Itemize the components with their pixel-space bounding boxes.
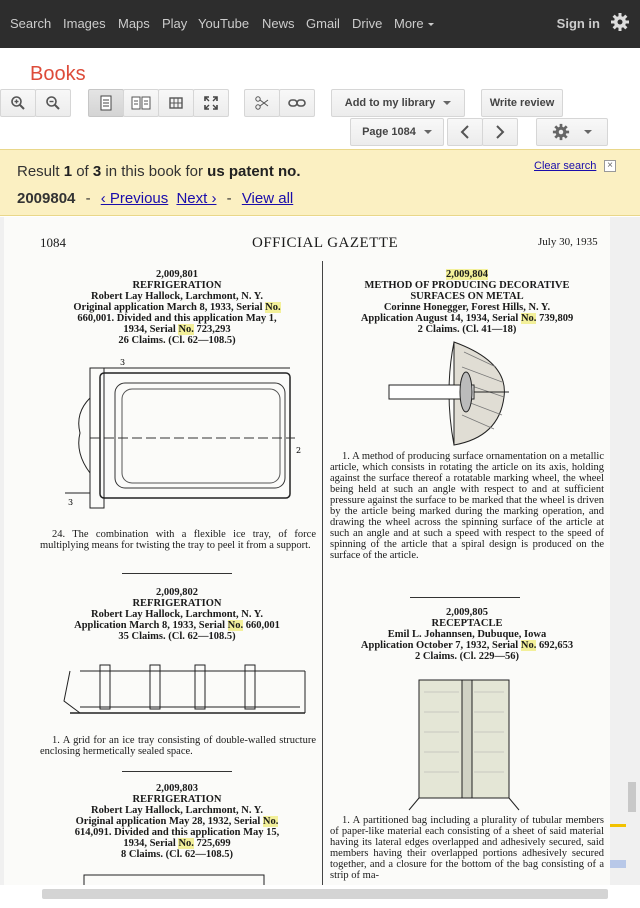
page-number: 1084 bbox=[40, 235, 66, 250]
patent-text-802: 1. A grid for an ice tray consisting of double-walled structure enclosing hermetically sealed space. bbox=[40, 735, 316, 757]
zoom-out-button[interactable] bbox=[35, 89, 71, 117]
marking-wheel-figure bbox=[384, 337, 514, 447]
nav-play[interactable]: Play bbox=[162, 16, 188, 31]
patent-application-3: 1934, Serial No. 725,699 bbox=[123, 838, 231, 849]
chevron-down-icon bbox=[428, 23, 434, 26]
patent-inventor: Corinne Honegger, Forest Hills, N. Y. bbox=[383, 302, 551, 313]
result-middle: in this book for bbox=[105, 163, 203, 180]
section-divider bbox=[122, 573, 232, 574]
patent-application-3: 1934, Serial No. 723,293 bbox=[123, 324, 231, 335]
grid-icon bbox=[168, 95, 184, 111]
section-divider bbox=[410, 597, 520, 598]
ice-tray-grid-figure bbox=[60, 651, 310, 721]
write-review-label: Write review bbox=[489, 97, 555, 109]
add-to-library-label: Add to my library bbox=[344, 97, 436, 109]
patent-claims: 2 Claims. (Cl. 229—56) bbox=[414, 651, 520, 662]
view-all-link[interactable]: View all bbox=[241, 190, 294, 207]
zoom-out-icon bbox=[45, 95, 61, 111]
partitioned-bag-figure bbox=[404, 672, 524, 812]
page-header-date: July 30, 1935 bbox=[538, 236, 598, 248]
book-page bbox=[4, 217, 610, 885]
page-select-dropdown[interactable] bbox=[350, 118, 444, 146]
patent-number: 2,009,802 bbox=[156, 587, 198, 598]
nav-youtube[interactable]: YouTube bbox=[198, 16, 250, 31]
viewport-marker[interactable] bbox=[610, 860, 626, 868]
clear-search-link[interactable]: Clear search bbox=[534, 160, 597, 172]
nav-maps[interactable]: Maps bbox=[118, 16, 150, 31]
patent-inventor: Robert Lay Hallock, Larchmont, N. Y. bbox=[91, 609, 263, 620]
result-query: us patent no. bbox=[207, 163, 301, 180]
patent-title: REFRIGERATION bbox=[132, 794, 222, 805]
patent-number: 2,009,804 bbox=[446, 269, 488, 280]
page-select-label: Page 1084 bbox=[362, 126, 416, 138]
link-button[interactable] bbox=[279, 89, 315, 117]
result-nav bbox=[17, 190, 293, 207]
patent-inventor: Emil L. Johannsen, Dubuque, Iowa bbox=[387, 629, 547, 640]
viewer-settings-button[interactable] bbox=[536, 118, 608, 146]
vertical-scrollbar-thumb[interactable] bbox=[628, 782, 636, 812]
link-icon bbox=[288, 96, 306, 110]
patent-claims: 26 Claims. (Cl. 62—108.5) bbox=[118, 335, 236, 346]
page-header-title: OFFICIAL GAZETTE bbox=[252, 235, 399, 251]
nav-gmail[interactable]: Gmail bbox=[306, 16, 340, 31]
zoom-in-icon bbox=[10, 95, 26, 111]
svg-text:3: 3 bbox=[120, 358, 126, 367]
result-dash: - bbox=[226, 190, 232, 207]
close-icon[interactable]: × bbox=[604, 160, 616, 172]
patent-header-802 bbox=[38, 587, 316, 642]
chevron-right-icon bbox=[495, 125, 505, 139]
patent-header-804 bbox=[330, 269, 604, 335]
patent-application: Application October 7, 1932, Serial No. 692,653 bbox=[360, 640, 574, 651]
patent-number: 2,009,803 bbox=[156, 783, 198, 794]
patent-claims: 8 Claims. (Cl. 62—108.5) bbox=[121, 849, 233, 860]
clip-button[interactable] bbox=[244, 89, 280, 117]
sign-in-link[interactable]: Sign in bbox=[556, 16, 600, 31]
result-of: of bbox=[76, 163, 89, 180]
patent-application-2: 660,001. Divided and this application May 1, bbox=[77, 313, 277, 324]
search-hit-marker[interactable] bbox=[610, 824, 626, 827]
patent-number: 2,009,805 bbox=[446, 607, 488, 618]
patent-application: Original application May 28, 1932, Serial No. bbox=[75, 816, 279, 827]
ice-tray-figure bbox=[60, 353, 310, 513]
zoom-in-button[interactable] bbox=[0, 89, 36, 117]
chevron-down-icon bbox=[443, 101, 451, 105]
previous-result-link[interactable]: ‹ Previous bbox=[100, 190, 169, 207]
result-total: 3 bbox=[92, 163, 102, 180]
patent-text-805: 1. A partitioned bag including a plurality of tubular members of paper-like material each consisting of a sheet of said material having its lateral edges overlapped and adhesively secured, said members having their overlapped portions adhesively secured together, and a closure for the bottom of the bag consisting of a strip of ma- bbox=[330, 815, 604, 881]
nav-more-label: More bbox=[394, 16, 424, 31]
books-logo[interactable]: Books bbox=[30, 63, 86, 85]
patent-claims: 35 Claims. (Cl. 62—108.5) bbox=[118, 631, 236, 642]
search-result-bar bbox=[0, 149, 640, 216]
book-viewer[interactable] bbox=[0, 217, 640, 885]
next-page-button[interactable] bbox=[482, 118, 518, 146]
horizontal-scrollbar[interactable] bbox=[42, 889, 608, 899]
patent-header-801 bbox=[38, 269, 316, 346]
result-current: 1 bbox=[63, 163, 73, 180]
patent-header-803 bbox=[38, 783, 316, 860]
patent-title: REFRIGERATION bbox=[132, 598, 222, 609]
chevron-left-icon bbox=[460, 125, 470, 139]
patent-header-805 bbox=[330, 607, 604, 662]
google-top-bar bbox=[0, 0, 640, 48]
two-page-view-button[interactable] bbox=[123, 89, 159, 117]
patent-inventor: Robert Lay Hallock, Larchmont, N. Y. bbox=[91, 805, 263, 816]
nav-search[interactable]: Search bbox=[10, 16, 52, 31]
patent-application: Application August 14, 1934, Serial No. 739,809 bbox=[360, 313, 574, 324]
next-result-link[interactable]: Next › bbox=[176, 190, 217, 207]
settings-gear-icon[interactable] bbox=[610, 12, 630, 32]
patent-title: REFRIGERATION bbox=[132, 280, 222, 291]
patent-application-2: 614,091. Divided and this application May 15, bbox=[74, 827, 280, 838]
nav-news[interactable]: News bbox=[262, 16, 295, 31]
figure-fragment bbox=[64, 867, 304, 885]
patent-claims: 2 Claims. (Cl. 41—18) bbox=[417, 324, 517, 335]
patent-title: RECEPTACLE bbox=[431, 618, 503, 629]
patent-text-804: 1. A method of producing surface ornamentation on a metallic article, which consists in rotating the article on its axis, holding against the surface thereof a rotatable marking wheel, the wheel being held at such an angle with respect to and at sufficient pressure against the surface to be marked that the wheel is driven by the article being marked during the marking operation, and drawing the wheel across the spinning surface of the article at such an angle and at such a speed with respect to the speed of spinning of the article that a spiral design is produced on the surface of the article. bbox=[330, 451, 604, 561]
chevron-down-icon bbox=[424, 130, 432, 134]
fullscreen-icon bbox=[203, 95, 219, 111]
result-dash: - bbox=[85, 190, 91, 207]
patent-application: Original application March 8, 1933, Serial No. bbox=[73, 302, 281, 313]
thumbnail-view-button[interactable] bbox=[158, 89, 194, 117]
add-to-library-button[interactable] bbox=[331, 89, 465, 117]
patent-inventor: Robert Lay Hallock, Larchmont, N. Y. bbox=[91, 291, 263, 302]
column-divider bbox=[322, 261, 323, 885]
fullscreen-button[interactable] bbox=[193, 89, 229, 117]
scissors-icon bbox=[254, 95, 270, 111]
result-summary bbox=[17, 163, 301, 180]
single-page-icon bbox=[99, 95, 113, 111]
patent-title-2: SURFACES ON METAL bbox=[410, 291, 524, 302]
gear-icon bbox=[552, 123, 570, 141]
nav-drive[interactable]: Drive bbox=[352, 16, 383, 31]
patent-text-801: 24. The combination with a flexible ice tray, of force multiplying means for twisting the tray to peel it from a support. bbox=[40, 529, 316, 551]
result-patent: 2009804 bbox=[17, 190, 76, 207]
svg-text:3: 3 bbox=[68, 498, 74, 507]
patent-number: 2,009,801 bbox=[156, 269, 198, 280]
patent-title: METHOD OF PRODUCING DECORATIVE bbox=[364, 280, 570, 291]
write-review-button[interactable] bbox=[481, 89, 563, 117]
section-divider bbox=[122, 771, 232, 772]
single-page-view-button[interactable] bbox=[88, 89, 124, 117]
previous-page-button[interactable] bbox=[447, 118, 483, 146]
nav-more[interactable] bbox=[394, 16, 434, 31]
nav-images[interactable]: Images bbox=[63, 16, 106, 31]
patent-application: Application March 8, 1933, Serial No. 660,001 bbox=[74, 620, 280, 631]
two-page-icon bbox=[131, 95, 151, 111]
result-prefix: Result bbox=[17, 163, 60, 180]
svg-text:2: 2 bbox=[296, 446, 302, 455]
chevron-down-icon bbox=[584, 130, 592, 134]
